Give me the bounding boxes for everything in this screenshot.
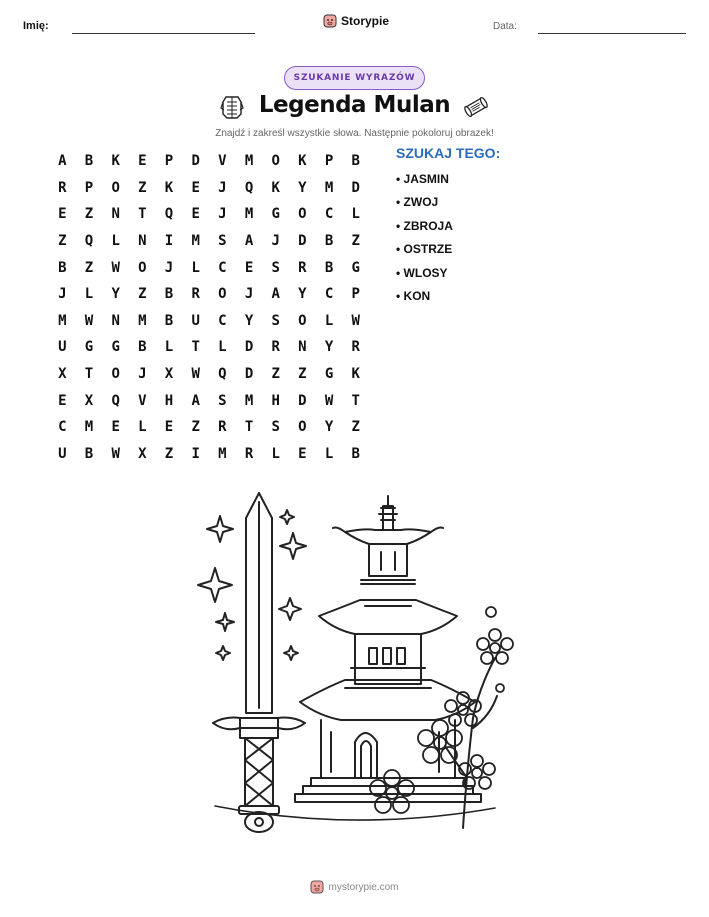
grid-letter[interactable]: X (84, 392, 94, 409)
grid-letter[interactable]: O (271, 153, 280, 170)
grid-letter[interactable]: E (138, 153, 147, 170)
grid-letter[interactable]: L (351, 206, 360, 223)
grid-letter[interactable]: L (138, 419, 147, 436)
grid-letter[interactable]: U (191, 312, 200, 329)
grid-letter[interactable]: Y (324, 419, 334, 436)
grid-letter[interactable]: K (351, 366, 360, 383)
grid-row (49, 441, 369, 468)
grid-letter[interactable]: M (218, 445, 227, 462)
grid-letter[interactable]: P (164, 153, 174, 170)
grid-letter[interactable]: Q (84, 233, 94, 250)
grid-letter[interactable]: N (138, 233, 147, 250)
grid-letter[interactable]: S (218, 233, 227, 250)
grid-letter[interactable]: V (138, 392, 147, 409)
grid-letter[interactable]: Y (244, 312, 254, 329)
name-field[interactable] (72, 33, 255, 34)
grid-letter[interactable]: W (191, 366, 200, 383)
grid-letter[interactable]: H (271, 392, 280, 409)
grid-letter[interactable]: D (191, 153, 200, 170)
letter-grid (49, 148, 369, 467)
grid-letter[interactable]: R (298, 259, 307, 276)
grid-letter[interactable]: C (58, 419, 67, 436)
grid-letter[interactable]: O (138, 259, 147, 276)
grid-letter[interactable]: B (84, 153, 94, 170)
grid-letter[interactable]: T (351, 392, 360, 409)
grid-letter[interactable]: E (58, 392, 67, 409)
grid-letter[interactable]: B (164, 286, 174, 303)
grid-letter[interactable]: Z (351, 419, 360, 436)
grid-letter[interactable]: O (298, 419, 307, 436)
title-row (0, 92, 709, 126)
grid-letter[interactable]: M (324, 179, 334, 196)
word-list-item: • JASMIN (396, 172, 449, 186)
grid-letter[interactable]: T (244, 419, 254, 436)
grid-letter[interactable]: Q (244, 179, 254, 196)
grid-letter[interactable]: Z (58, 233, 67, 250)
grid-letter[interactable]: L (218, 339, 227, 356)
grid-letter[interactable]: W (111, 445, 120, 462)
grid-letter[interactable]: C (218, 259, 227, 276)
grid-letter[interactable]: D (351, 179, 360, 196)
grid-letter[interactable]: E (298, 445, 307, 462)
name-label: Imię: (23, 20, 49, 32)
grid-letter[interactable]: X (138, 445, 147, 462)
grid-letter[interactable]: S (271, 259, 280, 276)
grid-letter[interactable]: E (58, 206, 67, 223)
grid-letter[interactable]: R (218, 419, 227, 436)
grid-letter[interactable]: Z (138, 286, 147, 303)
grid-letter[interactable]: V (218, 153, 227, 170)
grid-letter[interactable]: I (191, 445, 200, 462)
date-field[interactable] (538, 33, 686, 34)
footer-site-link[interactable]: mystorypie.com (328, 881, 399, 893)
grid-letter[interactable]: P (84, 179, 94, 196)
word-list-heading: SZUKAJ TEGO: (396, 145, 501, 161)
grid-letter[interactable]: B (351, 445, 360, 462)
word-list-item: • KON (396, 288, 431, 303)
grid-letter[interactable]: E (191, 206, 200, 223)
grid-row (49, 361, 369, 388)
grid-letter[interactable]: D (298, 392, 307, 409)
grid-row (49, 148, 369, 175)
grid-letter[interactable]: A (191, 392, 200, 409)
grid-letter[interactable]: Z (84, 206, 94, 223)
grid-letter[interactable]: R (271, 339, 280, 356)
storypie-pig-logo-icon (310, 880, 324, 894)
grid-letter[interactable]: G (84, 339, 94, 356)
grid-letter[interactable]: S (218, 392, 227, 409)
grid-letter[interactable]: P (324, 153, 334, 170)
grid-letter[interactable]: H (164, 392, 174, 409)
grid-letter[interactable]: B (58, 259, 67, 276)
grid-letter[interactable]: L (324, 312, 334, 329)
grid-letter[interactable]: E (111, 419, 120, 436)
grid-letter[interactable]: C (218, 312, 227, 329)
grid-letter[interactable]: N (298, 339, 307, 356)
grid-letter[interactable]: Z (84, 259, 94, 276)
grid-letter[interactable]: K (271, 179, 280, 196)
grid-row (49, 308, 369, 335)
grid-letter[interactable]: G (324, 366, 334, 383)
grid-letter[interactable]: M (58, 312, 67, 329)
word-list-item: • OSTRZE (396, 242, 453, 257)
word-list-item: • ZWOJ (396, 195, 439, 210)
word-list-panel (396, 145, 596, 308)
grid-letter[interactable]: B (138, 339, 147, 356)
grid-letter[interactable]: A (244, 233, 254, 250)
word-list-item: • WLOSY (396, 265, 448, 280)
grid-letter[interactable]: G (351, 259, 360, 276)
grid-row (49, 387, 369, 414)
grid-letter[interactable]: Z (298, 366, 307, 383)
grid-letter[interactable]: O (298, 206, 307, 223)
grid-letter[interactable]: U (58, 445, 67, 462)
grid-letter[interactable]: M (244, 153, 254, 170)
footer (0, 880, 709, 894)
word-list-item: • ZBROJA (396, 218, 453, 233)
worksheet-type-badge: SZUKANIE WYRAZÓW (284, 66, 425, 90)
grid-letter[interactable]: W (111, 259, 120, 276)
grid-letter[interactable]: L (191, 259, 200, 276)
grid-letter[interactable]: L (164, 339, 174, 356)
grid-row (49, 228, 369, 255)
grid-letter[interactable]: X (58, 366, 67, 383)
grid-letter[interactable]: M (244, 206, 254, 223)
grid-letter[interactable]: O (298, 312, 307, 329)
grid-letter[interactable]: N (111, 206, 120, 223)
grid-letter[interactable]: I (164, 233, 174, 250)
grid-letter[interactable]: E (244, 259, 254, 276)
grid-row (49, 334, 369, 361)
grid-letter[interactable]: J (58, 286, 67, 303)
grid-letter[interactable]: O (218, 286, 227, 303)
grid-letter[interactable]: J (244, 286, 254, 303)
grid-letter[interactable]: Y (298, 286, 307, 303)
grid-letter[interactable]: U (58, 339, 67, 356)
grid-letter[interactable]: R (351, 339, 360, 356)
grid-row (49, 414, 369, 441)
grid-letter[interactable]: R (244, 445, 254, 462)
date-label: Data: (493, 21, 517, 32)
grid-letter[interactable]: J (271, 233, 280, 250)
grid-letter[interactable]: W (84, 312, 94, 329)
instructions-text: Znajdź i zakreśl wszystkie słowa. Następnie pokoloruj obrazek! (215, 128, 494, 139)
grid-letter[interactable]: R (58, 179, 67, 196)
grid-letter[interactable]: E (164, 419, 174, 436)
sword-and-pagoda-illustration (195, 488, 515, 838)
grid-row (49, 281, 369, 308)
storypie-pig-logo-icon (323, 14, 337, 28)
grid-letter[interactable]: P (351, 286, 360, 303)
grid-letter[interactable]: G (111, 339, 120, 356)
grid-letter[interactable]: N (111, 312, 120, 329)
grid-letter[interactable]: J (218, 179, 227, 196)
grid-letter[interactable]: G (271, 206, 280, 223)
grid-letter[interactable]: W (324, 392, 334, 409)
grid-letter[interactable]: J (164, 259, 174, 276)
brand-logo (323, 14, 389, 28)
grid-letter[interactable]: X (164, 366, 174, 383)
grid-letter[interactable]: O (111, 366, 120, 383)
grid-letter[interactable]: C (324, 286, 334, 303)
grid-letter[interactable]: J (218, 206, 227, 223)
grid-letter[interactable]: M (244, 392, 254, 409)
grid-letter[interactable]: K (164, 179, 174, 196)
grid-letter[interactable]: J (138, 366, 147, 383)
grid-letter[interactable]: A (271, 286, 280, 303)
grid-letter[interactable]: L (324, 445, 334, 462)
grid-letter[interactable]: O (111, 179, 120, 196)
word-list (396, 168, 596, 308)
grid-letter[interactable]: M (191, 233, 200, 250)
grid-letter[interactable]: T (191, 339, 200, 356)
grid-letter[interactable]: Q (218, 366, 227, 383)
grid-letter[interactable]: C (324, 206, 334, 223)
grid-letter[interactable]: M (138, 312, 147, 329)
grid-letter[interactable]: T (138, 206, 147, 223)
grid-letter[interactable]: A (58, 153, 67, 170)
grid-letter[interactable]: B (84, 445, 94, 462)
grid-letter[interactable]: B (324, 259, 334, 276)
grid-letter[interactable]: Z (271, 366, 280, 383)
grid-letter[interactable]: D (298, 233, 307, 250)
grid-letter[interactable]: L (271, 445, 280, 462)
worksheet-header (0, 0, 709, 50)
grid-letter[interactable]: Y (298, 179, 307, 196)
grid-row (49, 254, 369, 281)
scroll-icon (461, 93, 491, 121)
grid-letter[interactable]: Z (164, 445, 174, 462)
grid-letter[interactable]: B (324, 233, 334, 250)
grid-letter[interactable]: K (111, 153, 120, 170)
grid-letter[interactable]: Z (138, 179, 147, 196)
grid-letter[interactable]: D (244, 339, 254, 356)
grid-row (49, 201, 369, 228)
grid-letter[interactable]: Q (111, 392, 120, 409)
grid-letter[interactable]: K (298, 153, 307, 170)
grid-letter[interactable]: S (271, 419, 280, 436)
grid-letter[interactable]: L (84, 286, 94, 303)
grid-letter[interactable]: Z (351, 233, 360, 250)
grid-row (49, 175, 369, 202)
grid-letter[interactable]: Q (164, 206, 174, 223)
grid-letter[interactable]: D (244, 366, 254, 383)
grid-letter[interactable]: R (191, 286, 200, 303)
grid-letter[interactable]: B (351, 153, 360, 170)
brand-name: Storypie (341, 14, 390, 28)
grid-letter[interactable]: Y (324, 339, 334, 356)
grid-letter[interactable]: L (111, 233, 120, 250)
page-title: Legenda Mulan (258, 92, 451, 118)
grid-letter[interactable]: B (164, 312, 174, 329)
grid-letter[interactable]: Y (111, 286, 120, 303)
grid-letter[interactable]: S (271, 312, 280, 329)
grid-letter[interactable]: M (84, 419, 94, 436)
grid-letter[interactable]: E (191, 179, 200, 196)
grid-letter[interactable]: T (84, 366, 94, 383)
grid-letter[interactable]: W (351, 312, 360, 329)
grid-letter[interactable]: Z (191, 419, 200, 436)
